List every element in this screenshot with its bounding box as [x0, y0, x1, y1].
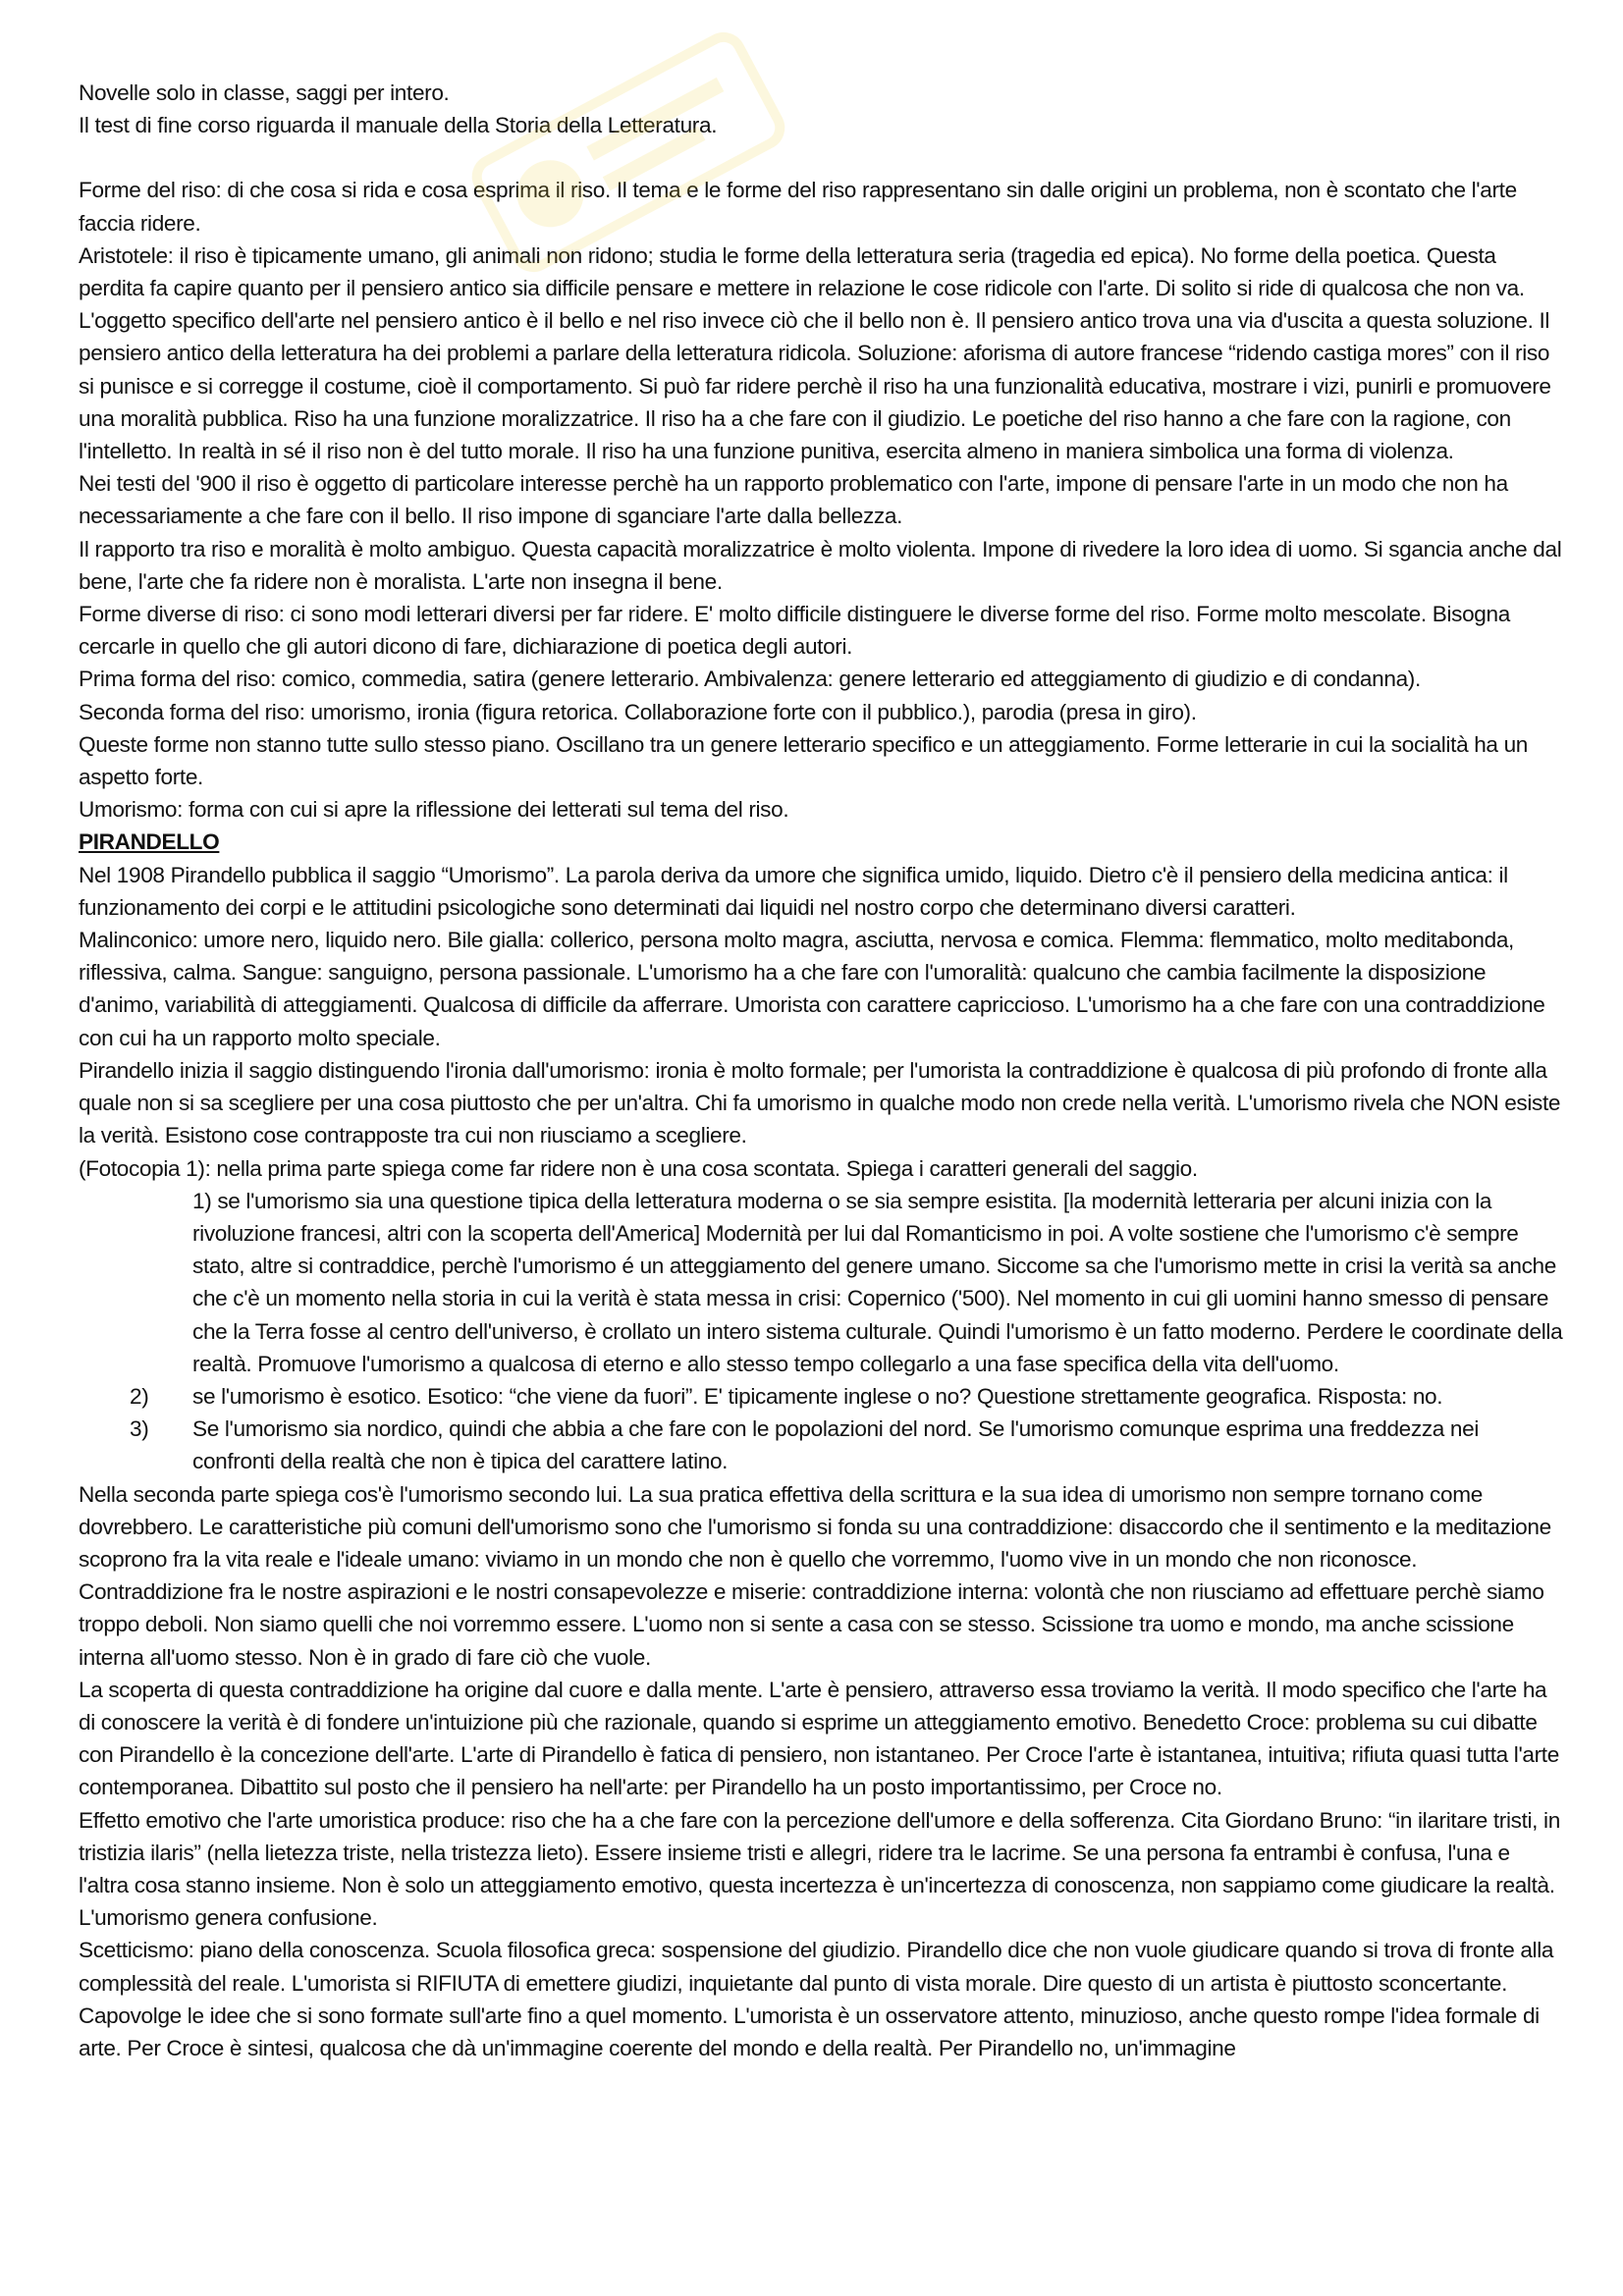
paragraph: Forme del riso: di che cosa si rida e cosa esprima il riso. Il tema e le forme del riso rappresentano sin dalle origini un problema, non è scontato che l'arte faccia ridere.: [79, 178, 1517, 236]
paragraph: Forme diverse di riso: ci sono modi letterari diversi per far ridere. E' molto difficile distinguere le diverse forme del riso. Forme molto mescolate. Bisogna cercarle in quello che gli autori dicono di fare, dichiarazione di poetica degli autori.: [79, 602, 1510, 660]
paragraph: Effetto emotivo che l'arte umoristica produce: riso che ha a che fare con la percezione dell'umore e della sofferenza. Cita Giordano Bruno: “in ilaritare tristi, in tristizia ilaris” (nella lietezza triste, nella tristezza lieto). Essere insieme tristi e allegri, ridere tra le lacrime. Se una persona fa entrambi è confusa, l'una e l'altra cosa stanno insieme. Non è solo un atteggiamento emotivo, questa incertezza è un'incertezza di conoscenza, non sappiamo come giudicare la realtà. L'umorismo genera confusione.: [79, 1807, 1560, 1931]
list-number: 2): [130, 1383, 149, 1409]
paragraph: Nel 1908 Pirandello pubblica il saggio “Umorismo”. La parola deriva da umore che significa umido, liquido. Dietro c'è il pensiero della medicina antica: il funzionamento dei corpi e le attitudini psicologiche sono determinati dai liquidi nel nostro corpo che determinano diversi caratteri.: [79, 862, 1508, 920]
intro-line: Il test di fine corso riguarda il manuale della Storia della Letteratura.: [79, 113, 718, 138]
list-item-text: se l'umorismo è esotico. Esotico: “che viene da fuori”. E' tipicamente inglese o no? Questione strettamente geografica. Risposta: no.: [192, 1383, 1443, 1409]
paragraph: Umorismo: forma con cui si apre la riflessione dei letterati sul tema del riso.: [79, 797, 789, 823]
intro-line: Novelle solo in classe, saggi per intero.: [79, 80, 450, 105]
spacer: [79, 141, 1564, 174]
paragraph: Il rapporto tra riso e moralità è molto ambiguo. Questa capacità moralizzatrice è molto violenta. Impone di rivedere la loro idea di uomo. Si sgancia anche dal bene, l'arte che fa ridere non è moralista. L'arte non insegna il bene.: [79, 536, 1562, 594]
list-item: [79, 1380, 1564, 1413]
paragraph: (Fotocopia 1): nella prima parte spiega come far ridere non è una cosa scontata. Spiega i caratteri generali del saggio.: [79, 1155, 1198, 1181]
list-number: 3): [130, 1416, 149, 1442]
section-heading: PIRANDELLO: [79, 829, 220, 855]
paragraph: Aristotele: il riso è tipicamente umano, gli animali non ridono; studia le forme della letteratura seria (tragedia ed epica). No forme della poetica. Questa perdita fa capire quanto per il pensiero antico sia difficile pensare e mettere in relazione le cose ridicole con l'arte. Di solito si ride di qualcosa che non va. L'oggetto specifico dell'arte nel pensiero antico è il bello e nel riso invece ciò che il bello non è. Il pensiero antico trova una via d'uscita a questa soluzione. Il pensiero antico della letteratura ha dei problemi a parlare della letteratura ridicola. Soluzione: aforisma di autore francese “ridendo castiga mores” con il riso si punisce e si corregge il costume, cioè il comportamento. Si può far ridere perchè il riso ha una funzionalità educativa, mostrare i vizi, punirli e promuovere una moralità pubblica. Riso ha una funzione moralizzatrice. Il riso ha a che fare con il giudizio. Le poetiche del riso hanno a che fare con la ragione, con l'intelletto. In realtà in sé il riso non è del tutto morale. Il riso ha una funzione punitiva, esercita almeno in maniera simbolica una forma di violenza.: [79, 242, 1551, 464]
paragraph: Queste forme non stanno tutte sullo stesso piano. Oscillano tra un genere letterario specifico e un atteggiamento. Forme letterarie in cui la socialità ha un aspetto forte.: [79, 731, 1528, 790]
paragraph: Malinconico: umore nero, liquido nero. Bile gialla: collerico, persona molto magra, asciutta, nervosa e comica. Flemma: flemmatico, molto meditabonda, riflessiva, calma. Sangue: sanguigno, persona passionale. L'umorismo ha a che fare con l'umoralità: qualcuno che cambia facilmente la disposizione d'animo, variabilità di atteggiamenti. Qualcosa di difficile da afferrare. Umorista con carattere capriccioso. L'umorismo ha a che fare con una contraddizione con cui ha un rapporto molto speciale.: [79, 928, 1545, 1050]
paragraph: Scetticismo: piano della conoscenza. Scuola filosofica greca: sospensione del giudizio. Pirandello dice che non vuole giudicare quando si trova di fronte alla complessità del reale. L'umorista si RIFIUTA di emettere giudizi, inquietante dal punto di vista morale. Dire questo di un artista è piuttosto sconcertante. Capovolge le idee che si sono formate sull'arte fino a quel momento. L'umorista è un osservatore attento, minuzioso, anche questo rompe l'idea formale di arte. Per Croce è sintesi, qualcosa che dà un'immagine coerente del mondo e della realtà. Per Pirandello no, un'immagine: [79, 1938, 1554, 2060]
paragraph: Nella seconda parte spiega cos'è l'umorismo secondo lui. La sua pratica effettiva della scrittura e la sua idea di umorismo non sempre tornano come dovrebbero. Le caratteristiche più comuni dell'umorismo sono che l'umorismo si fonda su una contraddizione: disaccordo che il sentimento e la meditazione scoprono fra la vita reale e l'ideale umano: viviamo in un mondo che non è quello che vorremmo, l'uomo vive in un mondo che non riconosce. Contraddizione fra le nostre aspirazioni e le nostri consapevolezze e miserie: contraddizione interna: volontà che non riusciamo ad effettuare perchè siamo troppo deboli. Non siamo quelli che noi vorremmo essere. L'uomo non si sente a casa con se stesso. Scissione tra uomo e mondo, ma anche scissione interna all'uomo stesso. Non è in grado di fare ciò che vuole.: [79, 1481, 1551, 1670]
paragraph: Seconda forma del riso: umorismo, ironia (figura retorica. Collaborazione forte con il pubblico.), parodia (presa in giro).: [79, 699, 1197, 724]
paragraph: Nei testi del '900 il riso è oggetto di particolare interesse perchè ha un rapporto problematico con l'arte, impone di pensare l'arte in un modo che non ha necessariamente a che fare con il bello. Il riso impone di sganciare l'arte dalla bellezza.: [79, 471, 1508, 529]
list-item-text: Se l'umorismo sia nordico, quindi che abbia a che fare con le popolazioni del nord. Se l'umorismo comunque esprima una freddezza nei confronti della realtà che non è tipica del carattere latino.: [192, 1416, 1480, 1474]
paragraph: Pirandello inizia il saggio distinguendo l'ironia dall'umorismo: ironia è molto formale; per l'umorista la contraddizione è qualcosa di più profondo di fronte alla quale non si sa scegliere per una cosa piuttosto che per un'altra. Chi fa umorismo in qualche modo non crede nella verità. L'umorismo rivela che NON esiste la verità. Esistono cose contrapposte tra cui non riusciamo a scegliere.: [79, 1057, 1561, 1148]
paragraph: La scoperta di questa contraddizione ha origine dal cuore e dalla mente. L'arte è pensiero, attraverso essa troviamo la verità. Il modo specifico che l'arte ha di conoscere la verità è di fondere un'intuizione più che razionale, quando si esprime un atteggiamento emotivo. Benedetto Croce: problema su cui dibatte con Pirandello è la concezione dell'arte. L'arte di Pirandello è fatica di pensiero, non istantaneo. Per Croce l'arte è istantanea, intuitiva; rifiuta quasi tutta l'arte contemporanea. Dibattito sul posto che il pensiero ha nell'arte: per Pirandello ha un posto importantissimo, per Croce no.: [79, 1677, 1559, 1800]
list-item: [79, 1413, 1564, 1477]
paragraph: Prima forma del riso: comico, commedia, satira (genere letterario. Ambivalenza: genere letterario ed atteggiamento di giudizio e di condanna).: [79, 667, 1421, 692]
list-item: 1) se l'umorismo sia una questione tipica della letteratura moderna o se sia sempre esistita. [la modernità letteraria per alcuni inizia con la rivoluzione francesi, altri con la scoperta dell'America] Modernità per lui dal Romanticismo in poi. A volte sostiene che l'umorismo c'è sempre stato, altre si contraddice, perchè l'umorismo é un atteggiamento del genere umano. Siccome sa che l'umorismo mette in crisi la verità sa anche che c'è un momento nella storia in cui la verità è stata messa in crisi: Copernico ('500). Nel momento in cui gli uomini hanno smesso di pensare che la Terra fosse al centro dell'universo, è crollato un intero sistema culturale. Quindi l'umorismo è un fatto moderno. Perdere le coordinate della realtà. Promuove l'umorismo a qualcosa di eterno e allo stesso tempo collegarlo a una fase specifica della vita dell'uomo.: [192, 1188, 1563, 1376]
